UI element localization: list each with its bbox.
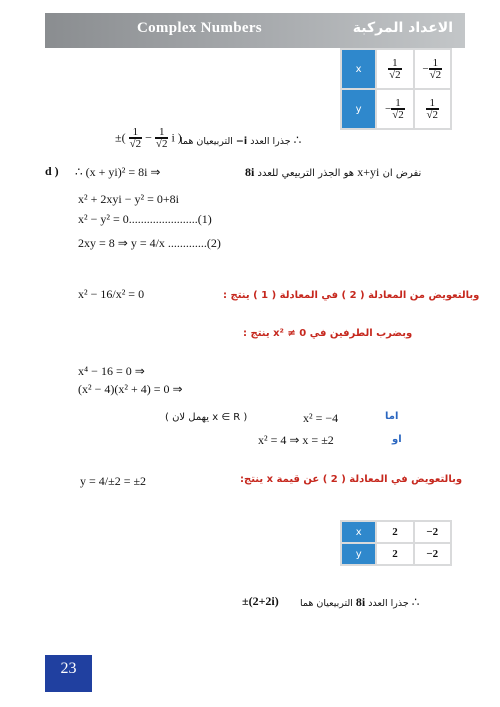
roots-statement-1	[180, 133, 301, 147]
eq-or: x² = 4 ⇒ x = ±2	[258, 433, 334, 447]
banner-title-en: Complex Numbers	[137, 20, 262, 36]
eq-either: x² = −4	[303, 411, 339, 425]
table2-cell: 2	[377, 522, 412, 542]
final-answer: ±(2+2i)	[242, 594, 279, 608]
final-statement: ∴ جذرا العدد 8i التربيعيان هما	[300, 595, 420, 609]
eq-square: ∴ (x + yi)² = 8i ⇒	[75, 165, 161, 179]
substitution-note-2: وبالتعويض في المعادلة ( 2 ) عن قيمة x ينتج:	[240, 474, 463, 485]
roots-prefix: جذرا العدد	[250, 136, 291, 147]
table1-label-x: x	[342, 50, 375, 88]
table2-cell: −2	[415, 522, 450, 542]
multiply-note: وبضرب الطرفين في 0 ≠ x² ينتج :	[243, 328, 413, 339]
eq-substituted: x² − 16/x² = 0	[78, 287, 145, 301]
table2-label-x: x	[342, 522, 375, 542]
therefore-icon: ∴	[293, 133, 302, 147]
eq-expand: x² + 2xyi − y² = 0+8i	[78, 192, 179, 206]
part-d-intro: نفرض ان x+yi هو الجذر التربيعي للعدد 8i	[245, 165, 422, 179]
table1-cell: − $\frac{1}{√2}$	[377, 90, 412, 128]
either-label: اما	[385, 411, 399, 422]
table1-label-y: y	[342, 90, 375, 128]
eq-factored: (x² − 4)(x² + 4) = 0 ⇒	[78, 382, 183, 396]
banner-title-ar: الاعداد المركبة	[352, 20, 453, 36]
eq-imag-part: 2xy = 8 ⇒ y = 4/x .............(2)	[78, 236, 221, 250]
therefore-icon: ∴	[411, 595, 420, 609]
neglect-note: ( x ∈ R يهمل لان )	[165, 412, 248, 423]
eq-real-part: x² − y² = 0.......................(1)	[78, 212, 212, 226]
eq-y-values: y = 4/±2 = ±2	[80, 474, 147, 488]
page-number: 23	[45, 655, 92, 692]
xy-table-1	[340, 48, 452, 130]
roots-number: i−	[235, 136, 248, 147]
substitution-note: وبالتعويض من المعادلة ( 2 ) في المعادلة ( 1 ) ينتج :	[223, 290, 480, 301]
table2-cell: −2	[415, 544, 450, 564]
table1-cell: $\frac{1}{√2}$	[415, 90, 450, 128]
xy-table-2	[340, 520, 452, 566]
roots-suffix: التربيعيان هما	[180, 136, 233, 147]
table1-cell: − $\frac{1}{√2}$	[415, 50, 450, 88]
table2-cell: 2	[377, 544, 412, 564]
roots-answer-1: ±( $\frac{1}{√2}$ − $\frac{1}{√2}$ i )	[115, 126, 182, 150]
table2-label-y: y	[342, 544, 375, 564]
or-label: او	[392, 434, 402, 445]
chapter-banner	[45, 13, 465, 48]
part-d-label: d )	[45, 164, 59, 178]
table1-cell: $\frac{1}{√2}$	[377, 50, 412, 88]
therefore-icon: ∴	[75, 165, 83, 179]
eq-quartic: x⁴ − 16 = 0 ⇒	[78, 364, 145, 378]
